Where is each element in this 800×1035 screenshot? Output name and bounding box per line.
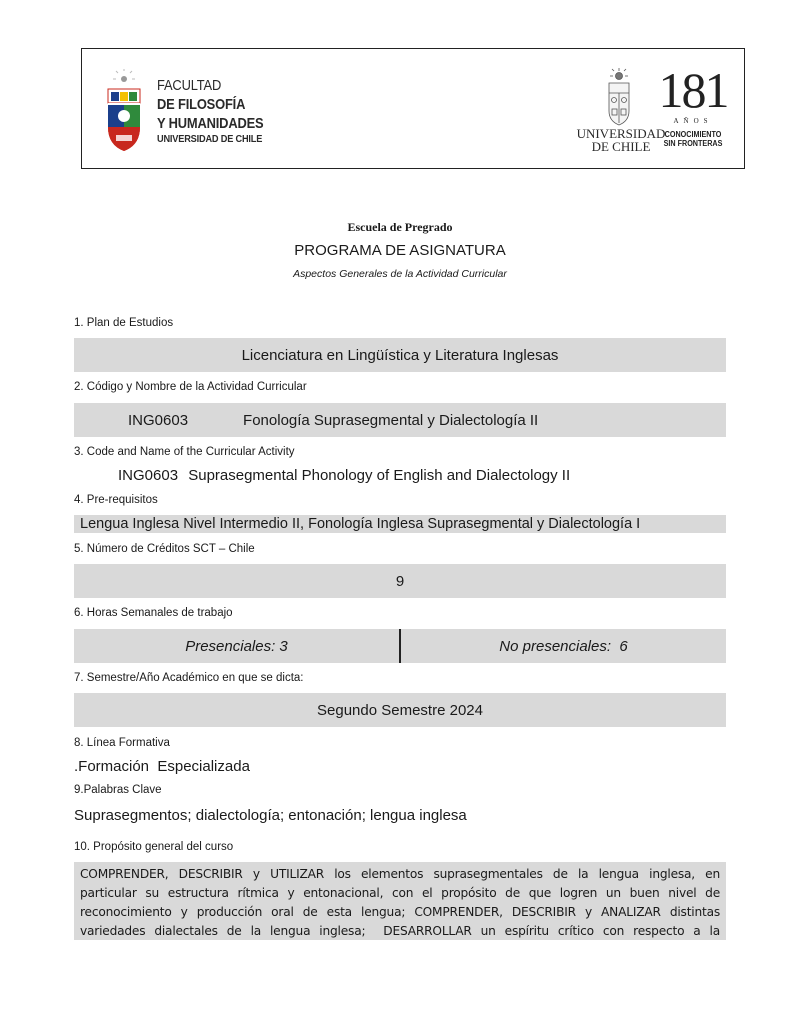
anniversary-logo xyxy=(658,62,728,148)
faculty-line-3: Y HUMANIDADES xyxy=(157,115,264,132)
course-name-en: Suprasegmental Phonology of English and Dialectology II xyxy=(188,467,571,484)
palabras-clave-value: Suprasegmentos; dialectología; entonación; lengua inglesa xyxy=(74,807,467,824)
no-presenciales-cell xyxy=(401,629,726,663)
anniversary-slogan-1: CONOCIMIENTO xyxy=(664,130,722,139)
creditos-value: 9 xyxy=(395,572,405,590)
course-name: Fonología Suprasegmental y Dialectología II xyxy=(243,411,539,429)
faculty-line-1: FACULTAD xyxy=(157,77,222,94)
faculty-line-2: DE FILOSOFÍA xyxy=(157,96,246,113)
no-presenciales-value: No presenciales: 6 xyxy=(499,637,628,655)
faculty-line-4: UNIVERSIDAD DE CHILE xyxy=(157,134,263,145)
section-4-label: 4. Pre-requisitos xyxy=(74,494,158,506)
presenciales-cell xyxy=(74,629,399,663)
university-name xyxy=(576,127,666,153)
university-line-2: DE CHILE xyxy=(591,139,651,154)
linea-formativa-value: .Formación Especializada xyxy=(74,758,250,775)
presenciales-value: Presenciales: 3 xyxy=(185,637,288,655)
proposito-field xyxy=(74,862,726,940)
semestre-value: Segundo Semestre 2024 xyxy=(317,701,483,719)
section-1-label: 1. Plan de Estudios xyxy=(74,317,174,329)
course-code: ING0603 xyxy=(128,411,189,429)
faculty-name xyxy=(157,76,281,147)
prerequisitos-value: Lengua Inglesa Nivel Intermedio II, Fonología Inglesa Suprasegmental y Dialectología I xyxy=(80,516,641,532)
section-10-label: 10. Propósito general del curso xyxy=(74,841,234,853)
section-7-label: 7. Semestre/Año Académico en que se dicta: xyxy=(74,672,304,684)
proposito-line-1: COMPRENDER, DESCRIBIR y UTILIZAR los elementos suprasegmentales de la lengua inglesa, en xyxy=(80,867,720,881)
proposito-line-3: reconocimiento y producción oral de esta lengua; COMPRENDER, DESCRIBIR y ANALIZAR distintas xyxy=(80,905,720,919)
codigo-nombre-field xyxy=(74,403,726,437)
anniversary-number: 181 xyxy=(658,62,728,118)
creditos-field xyxy=(74,564,726,598)
prerequisitos-field xyxy=(74,515,726,533)
header-logos xyxy=(81,48,745,169)
plan-estudios-value: Licenciatura en Lingüística y Literatura Inglesas xyxy=(241,346,559,364)
plan-estudios-field xyxy=(74,338,726,372)
school-title: Escuela de Pregrado xyxy=(347,220,453,234)
program-title: PROGRAMA DE ASIGNATURA xyxy=(294,242,506,259)
section-2-label: 2. Código y Nombre de la Actividad Curricular xyxy=(74,381,307,393)
section-8-label: 8. Línea Formativa xyxy=(74,737,170,749)
proposito-line-4: variedades dialectales de la lengua inglesa; DESARROLLAR un espíritu crítico con respecto a la xyxy=(80,924,720,938)
anniversary-anos: AÑOS xyxy=(673,117,713,125)
section-5-label: 5. Número de Créditos SCT – Chile xyxy=(74,543,255,555)
section-9-label: 9.Palabras Clave xyxy=(74,784,162,796)
proposito-line-2: particular su estructura rítmica y entonacional, con el propósito de que logren un buen nivel de xyxy=(80,886,720,900)
horas-field xyxy=(74,629,726,663)
semestre-field xyxy=(74,693,726,727)
university-line-1: UNIVERSIDAD xyxy=(576,126,666,141)
course-code-en: ING0603 xyxy=(118,467,179,484)
program-subtitle: Aspectos Generales de la Actividad Curricular xyxy=(293,268,507,280)
section-3-label: 3. Code and Name of the Curricular Activity xyxy=(74,446,295,458)
anniversary-slogan-2: SIN FRONTERAS xyxy=(663,139,723,148)
code-name-english xyxy=(118,467,570,484)
section-6-label: 6. Horas Semanales de trabajo xyxy=(74,607,233,619)
